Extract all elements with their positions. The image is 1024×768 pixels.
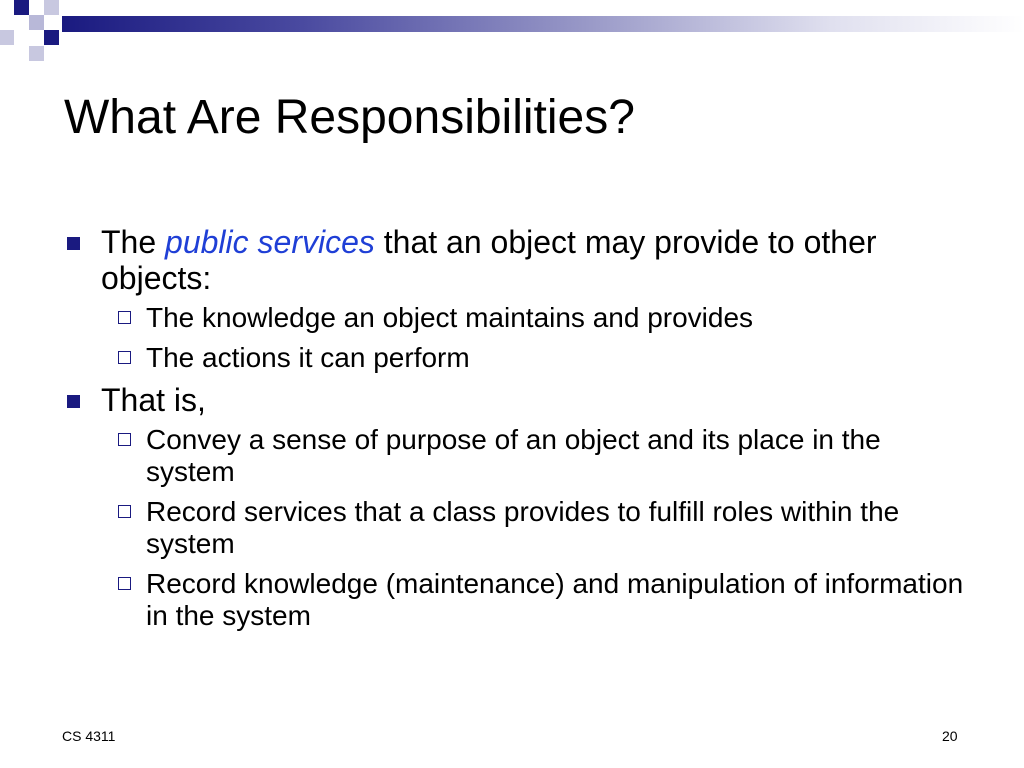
slide-title: What Are Responsibilities? bbox=[64, 91, 635, 144]
sub-bullet-item bbox=[64, 302, 964, 334]
bullet-text-pre: The bbox=[101, 224, 166, 260]
slide-content bbox=[64, 224, 964, 640]
sub-bullet-text: The actions it can perform bbox=[146, 342, 470, 373]
hollow-square-bullet-icon bbox=[118, 351, 131, 364]
decorative-square bbox=[44, 30, 59, 45]
bullet-item bbox=[64, 382, 964, 418]
emphasized-text: public services bbox=[165, 224, 375, 260]
sub-bullet-item bbox=[64, 568, 964, 632]
bullet-item bbox=[64, 224, 964, 296]
hollow-square-bullet-icon bbox=[118, 433, 131, 446]
sub-bullet-text: Convey a sense of purpose of an object and its place in the system bbox=[146, 424, 881, 487]
decorative-square bbox=[0, 30, 14, 45]
bullet-text: That is, bbox=[101, 382, 206, 418]
decorative-square bbox=[14, 0, 29, 15]
square-bullet-icon bbox=[67, 395, 80, 408]
sub-bullet-text: Record knowledge (maintenance) and manipulation of information in the system bbox=[146, 568, 964, 631]
sub-bullet-item bbox=[64, 342, 964, 374]
decorative-square bbox=[29, 15, 44, 30]
bullet-text-post: that an object may provide to other objects: bbox=[101, 224, 877, 296]
hollow-square-bullet-icon bbox=[118, 577, 131, 590]
decorative-square bbox=[44, 0, 59, 15]
header-gradient-bar bbox=[62, 16, 1024, 32]
sub-bullet-text: Record services that a class provides to fulfill roles within the system bbox=[146, 496, 900, 559]
footer-course-label: CS 4311 bbox=[62, 728, 116, 744]
sub-bullet-item bbox=[64, 496, 964, 560]
hollow-square-bullet-icon bbox=[118, 311, 131, 324]
sub-bullet-text: The knowledge an object maintains and provides bbox=[146, 302, 754, 333]
sub-bullet-item bbox=[64, 424, 964, 488]
decorative-square bbox=[29, 46, 44, 61]
page-number: 20 bbox=[942, 728, 958, 744]
square-bullet-icon bbox=[67, 237, 80, 250]
hollow-square-bullet-icon bbox=[118, 505, 131, 518]
